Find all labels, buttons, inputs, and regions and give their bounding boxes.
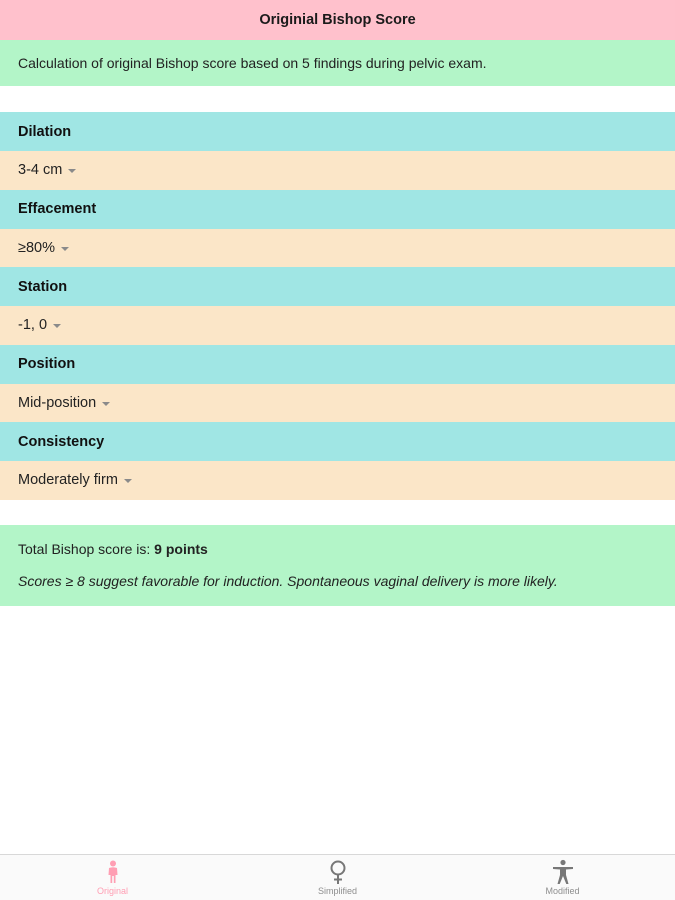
total-score-line	[18, 541, 657, 557]
chevron-down-icon	[102, 402, 110, 406]
chevron-down-icon	[68, 169, 76, 173]
total-score-prefix: Total Bishop score is:	[18, 540, 155, 557]
consistency-label	[0, 422, 675, 461]
spacer	[0, 500, 675, 525]
chevron-down-icon	[53, 324, 61, 328]
dilation-select[interactable]	[0, 151, 675, 190]
position-label	[0, 345, 675, 384]
effacement-value: ≥80%	[18, 239, 55, 256]
tab-modified-label: Modified	[545, 886, 580, 896]
page-title	[0, 0, 675, 40]
station-select[interactable]	[0, 306, 675, 345]
tab-simplified-label: Simplified	[317, 886, 357, 896]
consistency-label-text: Consistency	[18, 433, 105, 450]
station-value: -1, 0	[18, 317, 48, 334]
page-title-text: Originial Bishop Score	[259, 12, 416, 28]
tab-simplified[interactable]	[225, 855, 450, 900]
score-interpretation: Scores ≥ 8 suggest favorable for induction. Spontaneous vaginal delivery is more likely.	[18, 572, 558, 589]
tab-modified[interactable]	[450, 855, 675, 900]
position-label-text: Position	[18, 356, 76, 372]
accessibility-person-icon	[550, 859, 576, 885]
effacement-select[interactable]	[0, 229, 675, 268]
chevron-down-icon	[124, 479, 132, 483]
consistency-value: Moderately firm	[18, 472, 118, 489]
station-label-text: Station	[18, 278, 68, 295]
intro-text: Calculation of original Bishop score based on 5 findings during pelvic exam.	[18, 55, 487, 71]
woman-figure-icon	[100, 859, 126, 885]
effacement-label-text: Effacement	[18, 201, 97, 217]
dilation-value: 3-4 cm	[18, 162, 63, 179]
tab-original-label: Original	[96, 886, 128, 896]
total-score-value: 9 points	[154, 540, 208, 557]
female-symbol-icon	[325, 859, 351, 885]
consistency-select[interactable]	[0, 461, 675, 500]
position-select[interactable]	[0, 384, 675, 423]
position-value: Mid-position	[18, 394, 97, 411]
dilation-label	[0, 112, 675, 151]
spacer	[0, 86, 675, 112]
tab-original[interactable]	[0, 855, 225, 900]
chevron-down-icon	[61, 247, 69, 251]
dilation-label-text: Dilation	[18, 123, 72, 140]
bishop-form	[0, 112, 675, 500]
intro-banner	[0, 40, 675, 86]
result-panel	[0, 525, 675, 606]
station-label	[0, 267, 675, 306]
effacement-label	[0, 190, 675, 229]
bottom-tab-bar	[0, 854, 675, 900]
